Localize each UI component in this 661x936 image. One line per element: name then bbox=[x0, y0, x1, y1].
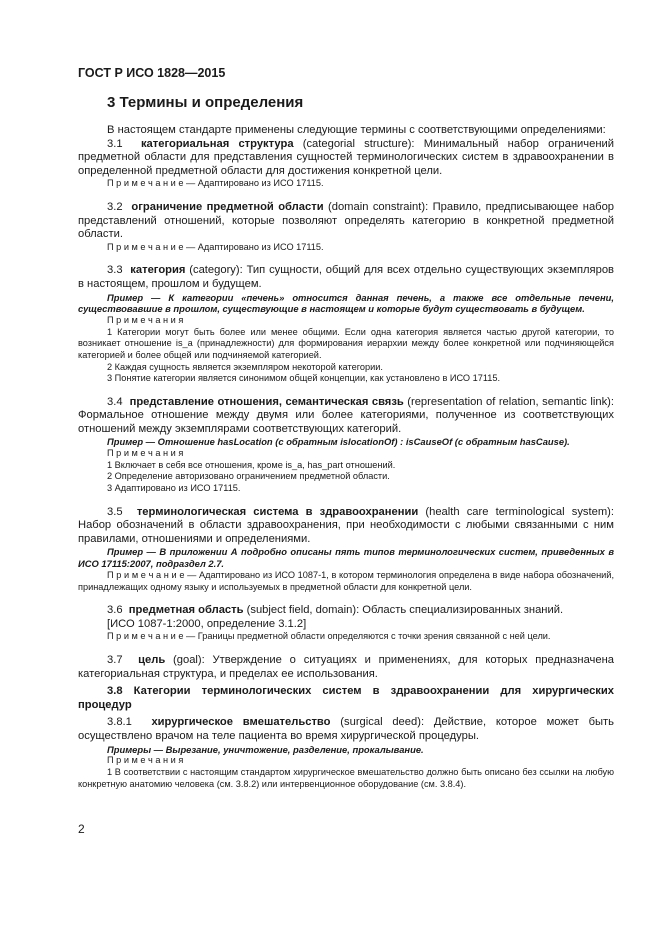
term-name: хирургическое вмешательство bbox=[151, 716, 331, 729]
note-label: П р и м е ч а н и е — bbox=[107, 178, 196, 189]
note-text: Адаптировано из ИСО 17115. bbox=[195, 178, 324, 189]
term-3-6 bbox=[78, 604, 614, 618]
term-number: 3.7 bbox=[107, 653, 123, 666]
term-number: 3.3 bbox=[107, 264, 123, 277]
term-3-2 bbox=[78, 201, 614, 242]
term-name: терминологическая система в здравоохранении bbox=[136, 505, 419, 518]
intro-text: В настоящем стандарте применены следующие термины с соответствующими определениями: bbox=[107, 124, 606, 136]
term-definition: (goal): Утверждение о ситуациях и применениях, для которых предназначена категориальная структура, и пределах ее использования. bbox=[78, 653, 614, 680]
note-label: П р и м е ч а н и е — bbox=[107, 570, 197, 581]
term-definition: (health care terminological system): Набор обозначений в области здравоохранения, при необходимости с любыми связанными с ним правилами, отношениями и определениями. bbox=[78, 505, 615, 545]
example-3-3: Пример — К категории «печень» относится данная печень, а также все отдельные печени, существовавшие в прошлом, существующие в настоящем и которые будут существовать в будущем. bbox=[78, 291, 614, 315]
term-number: 3.5 bbox=[107, 505, 123, 518]
example-3-5: Пример — В приложении А подробно описаны пять типов терминологических систем, приведенных в ИСО 17115:2007, подраздел 2.7. bbox=[78, 546, 614, 570]
note-label: П р и м е ч а н и е — bbox=[107, 241, 196, 252]
term-3-1 bbox=[78, 138, 614, 179]
term-definition: (category): Тип сущности, общий для всех отдельно существующих экземпляров в настоящем, прошлом и будущем. bbox=[78, 264, 614, 290]
term-definition: (surgical deed): Действие, которое может быть осуществлено врачом на теле пациента во время хирургической процедуры. bbox=[78, 716, 614, 742]
notes-label: П р и м е ч а н и я bbox=[107, 315, 184, 326]
notes-label: П р и м е ч а н и я bbox=[107, 448, 184, 459]
term-name: представление отношения, семантическая связь bbox=[129, 395, 404, 408]
term-definition: (subject field, domain): Область специализированных знаний. bbox=[243, 604, 564, 617]
note-3-2 bbox=[78, 242, 614, 254]
note-item: 1 Включает в себя все отношения, кроме is_a, has_part отношений. bbox=[107, 459, 396, 470]
term-number: 3.4 bbox=[107, 395, 123, 408]
example-3-4: Пример — Отношение hasLocation (с обратным islocationOf) : isCauseOf (с обратным hasCause). bbox=[107, 436, 570, 448]
term-name: предметная область bbox=[128, 604, 244, 617]
term-definition: (domain constraint): Правило, предписывающее набор представлений отношений, которые позволяют определять категорию в конкретной предметной области. bbox=[78, 200, 615, 241]
note-3-1 bbox=[78, 178, 614, 190]
note-text: Адаптировано из ИСО 1087-1, в котором терминология определена в виде набора обозначений, принадлежащих одному языку и используемых в предметной области для конкретной цели. bbox=[78, 570, 614, 592]
term-number: 3.1 bbox=[107, 137, 123, 150]
document-body bbox=[78, 124, 614, 790]
page-number: 2 bbox=[78, 822, 85, 836]
term-3-5 bbox=[78, 506, 614, 547]
note-text: Адаптировано из ИСО 17115. bbox=[195, 241, 324, 252]
notes-label: П р и м е ч а н и я bbox=[107, 755, 184, 766]
document-header: ГОСТ Р ИСО 1828—2015 bbox=[78, 66, 226, 80]
term-name: ограничение предметной области bbox=[131, 200, 324, 213]
term-3-3 bbox=[78, 264, 614, 291]
term-name: категория bbox=[130, 264, 186, 277]
note-item: 2 Определение авторизовано ограничением предметной области. bbox=[107, 471, 390, 482]
note-item: 3 Адаптировано из ИСО 17115. bbox=[107, 483, 241, 494]
term-3-7 bbox=[78, 654, 614, 681]
example-3-8-1: Примеры — Вырезание, уничтожение, разделение, прокалывание. bbox=[107, 743, 424, 755]
note-item: 3 Понятие категории является синонимом общей концепции, как установлено в ИСО 17115. bbox=[107, 373, 501, 384]
term-number: 3.2 bbox=[107, 200, 123, 213]
section-title: 3 Термины и определения bbox=[107, 94, 304, 111]
note-item: 1 Категории могут быть более или менее общими. Если одна категория является частью другой категории, то возникает отношение is_a (принадлежности) для формирования иерархии между более конкретной или подчиняющейся категорией и более общей или подчиняемой категорией. bbox=[78, 326, 614, 360]
note-text: Границы предметной области определяются с точки зрения связанной с ней цели. bbox=[195, 631, 551, 642]
term-3-4 bbox=[78, 396, 614, 437]
subsection-heading: 3.8 Категории терминологических систем в здравоохранении для хирургических процедур bbox=[78, 685, 614, 711]
term-3-8-1 bbox=[78, 716, 614, 743]
note-3-5 bbox=[78, 570, 614, 593]
term-reference: [ИСО 1087-1:2000, определение 3.1.2] bbox=[107, 617, 307, 630]
note-3-6 bbox=[78, 631, 614, 643]
term-definition: (representation of relation, semantic link): Формальное отношение между двумя или более категориями, полученное из соответствующих отношений между экземплярами соответствующих категорий. bbox=[78, 395, 615, 435]
term-number: 3.6 bbox=[107, 604, 123, 617]
term-name: цель bbox=[138, 653, 166, 666]
note-item: 1 В соответствии с настоящим стандартом хирургическое вмешательство должно быть описано без ссылки на любую конкретную анатомию человека (см. 3.8.2) или интервенционное оборудование (см. 3.8.4). bbox=[78, 766, 614, 789]
note-item: 2 Каждая сущность является экземпляром некоторой категории. bbox=[107, 361, 383, 372]
note-label: П р и м е ч а н и е — bbox=[107, 631, 196, 642]
term-name: категориальная структура bbox=[140, 137, 294, 150]
term-number: 3.8.1 bbox=[107, 716, 132, 729]
term-definition: (categorial structure): Минимальный набор ограничений предметной области для представления сущностей терминологических систем в здравоохранении в определенной предметной области для достижения конкретной цели. bbox=[78, 137, 614, 177]
